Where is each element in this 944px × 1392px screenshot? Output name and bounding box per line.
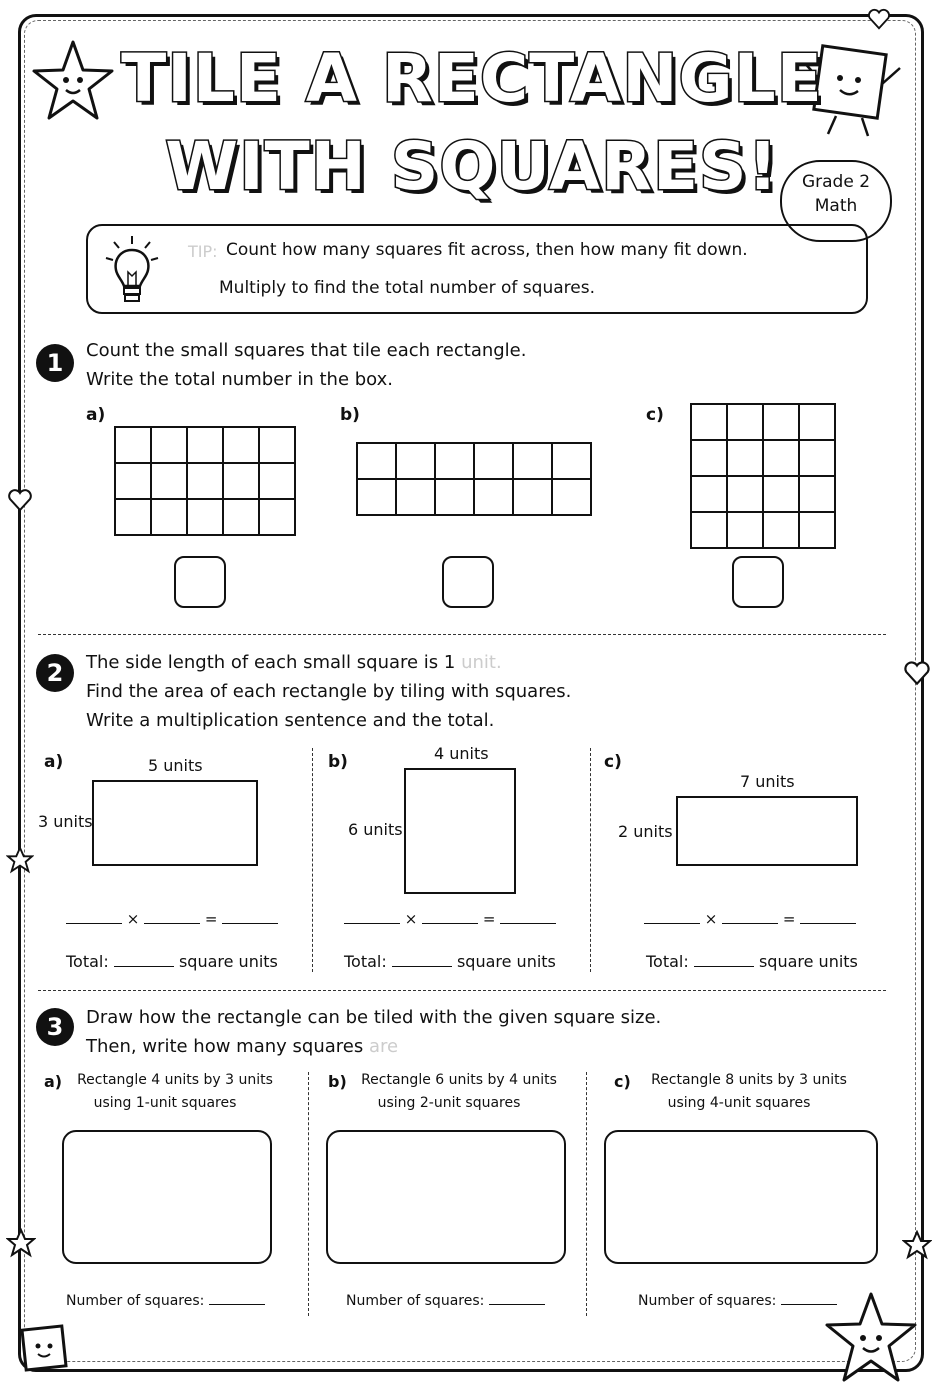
grid-square	[727, 404, 763, 440]
grid-square	[552, 443, 591, 479]
column-divider	[590, 748, 591, 972]
section2-item-b-equation	[344, 910, 556, 928]
page-title-line2: WITH SQUARES!	[165, 128, 779, 205]
count-label: Number of squares:	[638, 1293, 777, 1309]
section1-answer-box-a[interactable]	[174, 556, 226, 608]
tip-text-line2: Multiply to find the total number of squares.	[219, 278, 595, 298]
factor-blank[interactable]	[344, 923, 400, 924]
product-blank[interactable]	[500, 923, 556, 924]
section3-drawing-area-c[interactable]	[604, 1130, 878, 1264]
section2-item-b-total	[344, 952, 556, 971]
heart-icon	[6, 486, 34, 514]
section2-item-c-equation	[644, 910, 856, 928]
heart-icon	[902, 658, 932, 688]
times-sign: ×	[126, 910, 140, 928]
section3-item-c-line2: using 4-unit squares	[667, 1095, 811, 1111]
section1-instruction-line2: Write the total number in the box.	[86, 369, 394, 390]
total-blank[interactable]	[694, 966, 754, 967]
grid-square	[474, 479, 513, 515]
section1-instruction-line1: Count the small squares that tile each rectangle.	[86, 340, 527, 361]
tip-text-line1: Count how many squares fit across, then how many fit down.	[226, 240, 748, 260]
grid-square	[763, 512, 799, 548]
total-label: Total:	[344, 952, 387, 971]
section2-item-a-total	[66, 952, 278, 971]
count-label: Number of squares:	[346, 1293, 485, 1309]
grid-square	[357, 479, 396, 515]
section3-instruction-line2	[86, 1036, 398, 1057]
total-label: Total:	[646, 952, 689, 971]
grid-square	[763, 476, 799, 512]
heart-icon	[866, 6, 892, 32]
section1-number: 1	[36, 344, 74, 382]
grid-square	[259, 499, 295, 535]
section3-item-c-line1: Rectangle 8 units by 3 units	[651, 1072, 847, 1088]
section1-item-a-label: a)	[86, 405, 106, 425]
section-divider	[38, 634, 886, 635]
section1-item-b-label: b)	[340, 405, 360, 425]
section2-item-b-top-length: 4 units	[434, 744, 489, 763]
units-label: square units	[456, 952, 556, 971]
grid-square	[223, 427, 259, 463]
tiling-grid	[114, 426, 296, 536]
equals-sign: =	[482, 910, 496, 928]
factor-blank[interactable]	[144, 923, 200, 924]
grid-square	[187, 427, 223, 463]
section2-item-c-label: c)	[604, 752, 622, 772]
grid-square	[151, 463, 187, 499]
grid-square	[763, 440, 799, 476]
grid-square	[799, 440, 835, 476]
product-blank[interactable]	[222, 923, 278, 924]
section2-item-b-side-length: 6 units	[348, 820, 403, 839]
equals-sign: =	[782, 910, 796, 928]
section3-item-a-line1: Rectangle 4 units by 3 units	[77, 1072, 273, 1088]
section2-instruction-line2: Find the area of each rectangle by tiling with squares.	[86, 681, 572, 702]
section2-item-a-top-length: 5 units	[148, 756, 203, 775]
factor-blank[interactable]	[422, 923, 478, 924]
section3-item-b-count	[346, 1293, 545, 1309]
section2-item-a-side-length: 3 units	[38, 812, 93, 831]
grid-square	[435, 479, 474, 515]
grid-square	[357, 443, 396, 479]
section3-drawing-area-b[interactable]	[326, 1130, 566, 1264]
count-label: Number of squares:	[66, 1293, 205, 1309]
grid-square	[151, 427, 187, 463]
grid-square	[799, 512, 835, 548]
grid-square	[396, 479, 435, 515]
tip-box	[86, 224, 868, 314]
section2-item-a-label: a)	[44, 752, 64, 772]
section3-item-b-line2: using 2-unit squares	[377, 1095, 521, 1111]
section2-item-c-side-length: 2 units	[618, 822, 673, 841]
times-sign: ×	[704, 910, 718, 928]
section3-item-b-label: b)	[328, 1072, 347, 1091]
grid-square	[259, 463, 295, 499]
grid-square	[223, 463, 259, 499]
total-blank[interactable]	[114, 966, 174, 967]
small-square-character-icon	[16, 1322, 72, 1378]
units-label: square units	[178, 952, 278, 971]
total-label: Total:	[66, 952, 109, 971]
grid-square	[151, 499, 187, 535]
column-divider	[308, 1072, 309, 1316]
grid-square	[691, 512, 727, 548]
units-label: square units	[758, 952, 858, 971]
section3-item-c-count	[638, 1293, 837, 1309]
grid-square	[187, 463, 223, 499]
section3-item-c-label: c)	[614, 1072, 631, 1091]
grid-square	[727, 476, 763, 512]
section3-instruction-line1: Draw how the rectangle can be tiled with the given square size.	[86, 1007, 662, 1028]
equals-sign: =	[204, 910, 218, 928]
section3-item-b-line1: Rectangle 6 units by 4 units	[361, 1072, 557, 1088]
section2-item-a-equation	[66, 910, 278, 928]
lightbulb-icon	[104, 234, 160, 308]
tiling-grid	[356, 442, 592, 516]
grid-square	[435, 443, 474, 479]
section1-grid-c	[690, 403, 836, 549]
section3-instruction-line2-faded: are	[368, 1036, 399, 1057]
small-star-icon	[6, 1228, 36, 1258]
section3-item-a-count	[66, 1293, 265, 1309]
subject-label: Math	[814, 196, 858, 216]
section1-grid-a	[114, 426, 296, 536]
factor-blank[interactable]	[644, 923, 700, 924]
grid-square	[727, 512, 763, 548]
grid-square	[691, 440, 727, 476]
total-blank[interactable]	[392, 966, 452, 967]
small-star-icon	[902, 1230, 932, 1260]
count-blank[interactable]	[489, 1304, 545, 1305]
grid-square	[115, 463, 151, 499]
grid-square	[799, 476, 835, 512]
section1-item-c-label: c)	[646, 405, 664, 425]
grid-square	[115, 427, 151, 463]
page-title-line1: TILE A RECTANGLE	[121, 40, 823, 117]
section2-instruction-line1-text: The side length of each small square is 1	[86, 652, 456, 673]
grid-square	[187, 499, 223, 535]
factor-blank[interactable]	[722, 923, 778, 924]
count-blank[interactable]	[209, 1304, 265, 1305]
section2-instruction-line3: Write a multiplication sentence and the total.	[86, 710, 495, 731]
grid-square	[799, 404, 835, 440]
section-divider	[38, 990, 886, 991]
section2-instruction-line1-faded: unit.	[461, 652, 502, 673]
small-star-icon	[6, 846, 34, 874]
grade-label: Grade 2	[801, 172, 871, 192]
section3-drawing-area-a[interactable]	[62, 1130, 272, 1264]
tiling-grid	[690, 403, 836, 549]
section3-item-a-label: a)	[44, 1072, 63, 1091]
section1-answer-box-c[interactable]	[732, 556, 784, 608]
section1-grid-b	[356, 442, 592, 516]
section2-rectangle-c	[676, 796, 858, 866]
section3-instruction-line2-text: Then, write how many squares	[86, 1036, 364, 1057]
grid-square	[259, 427, 295, 463]
grid-square	[763, 404, 799, 440]
grid-square	[474, 443, 513, 479]
grid-square	[115, 499, 151, 535]
times-sign: ×	[404, 910, 418, 928]
section2-instruction-line1	[86, 652, 502, 673]
section2-number: 2	[36, 654, 74, 692]
section2-rectangle-a	[92, 780, 258, 866]
grid-square	[691, 476, 727, 512]
column-divider	[312, 748, 313, 972]
column-divider	[586, 1072, 587, 1316]
grid-square	[552, 479, 591, 515]
section3-number: 3	[36, 1008, 74, 1046]
grid-square	[727, 440, 763, 476]
product-blank[interactable]	[800, 923, 856, 924]
grid-square	[223, 499, 259, 535]
count-blank[interactable]	[781, 1304, 837, 1305]
section2-item-c-top-length: 7 units	[740, 772, 795, 791]
grid-square	[513, 479, 552, 515]
section2-item-b-label: b)	[328, 752, 348, 772]
grid-square	[513, 443, 552, 479]
section2-item-c-total	[646, 952, 858, 971]
grid-square	[691, 404, 727, 440]
section2-rectangle-b	[404, 768, 516, 894]
section1-answer-box-b[interactable]	[442, 556, 494, 608]
tip-label: TIP:	[188, 242, 218, 261]
factor-blank[interactable]	[66, 923, 122, 924]
section3-item-a-line2: using 1-unit squares	[93, 1095, 237, 1111]
grid-square	[396, 443, 435, 479]
